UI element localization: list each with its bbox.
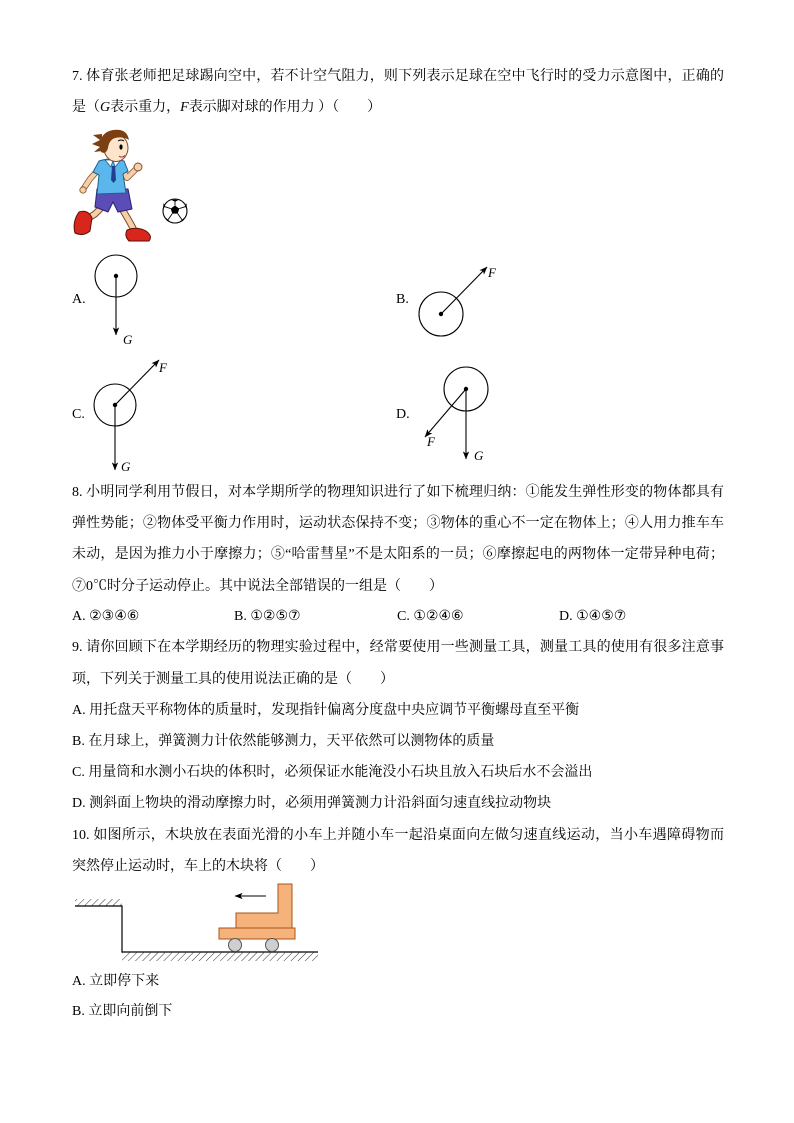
force-label: F (427, 434, 435, 449)
q8-stem-line-1: 8. 小明同学利用节假日，对本学期所学的物理知识进行了如下梳理归纳：①能发生弹性形变的物体都具有 (72, 485, 724, 500)
force-label: F (159, 360, 167, 375)
force-diagram-c (88, 350, 174, 476)
q8-stem-line-4: ⑦0℃时分子运动停止。其中说法全部错误的一组是（ ） (72, 579, 443, 594)
fist (134, 163, 142, 171)
force-label: F (488, 265, 496, 280)
ledge-hatching (75, 899, 122, 906)
back-hand (80, 187, 86, 193)
force-diagram-a (88, 250, 144, 350)
cart-and-block-figure (70, 878, 324, 966)
cart-wheel (266, 939, 279, 952)
q8-stem-line-3: 未动，是因为推力小于摩擦力；⑤“哈雷彗星”不是太阳系的一员；⑥摩擦起电的两物体一定带异种电荷； (72, 547, 724, 562)
cart-body (219, 928, 295, 939)
floor-hatching (122, 952, 318, 961)
force-diagram-d (416, 362, 496, 466)
symbol-f: F (180, 100, 189, 115)
q9-option-d: D. 测斜面上物块的滑动摩擦力时，必须用弹簧测力计沿斜面匀速直线拉动物块 (72, 796, 552, 811)
cart-wheel (229, 939, 242, 952)
q8-option-a: A. ②③④⑥ (72, 609, 140, 624)
eye (119, 144, 122, 149)
q10-stem-line-1: 10. 如图所示，木块放在表面光滑的小车上并随小车一起沿桌面向左做匀速直线运动，当小车遇障碍物而 (72, 828, 724, 843)
q9-option-a: A. 用托盘天平称物体的质量时，发现指针偏离分度盘中央应调节平衡螺母直至平衡 (72, 703, 580, 718)
q7-option-c-label: C. (72, 407, 85, 422)
q9-stem-line-2: 项，下列关于测量工具的使用说法正确的是（ ） (72, 672, 394, 687)
q7-stem-line-1: 7. 体育张老师把足球踢向空中，若不计空气阻力，则下列表示足球在空中飞行时的受力示意图中，正确的 (72, 69, 724, 84)
kid-kicking-ball-illustration (70, 126, 196, 244)
q8-option-c: C. ①②④⑥ (397, 609, 464, 624)
q9-stem-line-1: 9. 请你回顾下在本学期经历的物理实验过程中，经常要使用一些测量工具，测量工具的使用有很多注意事 (72, 640, 724, 655)
q7-stem-text: 是（ (72, 100, 100, 115)
q10-option-a: A. 立即停下来 (72, 974, 160, 989)
wooden-block (236, 884, 292, 928)
q8-option-b: B. ①②⑤⑦ (234, 609, 301, 624)
q7-option-a-label: A. (72, 292, 86, 307)
gravity-label: G (474, 448, 484, 463)
symbol-g: G (100, 100, 111, 115)
q8-option-d: D. ①④⑤⑦ (559, 609, 627, 624)
q8-stem-line-2: 弹性势能；②物体受平衡力作用时，运动状态保持不变；③物体的重心不一定在物体上；④人用力推车车 (72, 516, 724, 531)
force-diagram-b (412, 256, 504, 340)
soccer-ball (163, 199, 187, 223)
q7-option-b-label: B. (396, 292, 409, 307)
gravity-label: G (123, 332, 133, 347)
q9-option-b: B. 在月球上，弹簧测力计依然能够测力，天平依然可以测物体的质量 (72, 734, 495, 749)
hair-tufts (92, 134, 102, 152)
q10-stem-line-2: 突然停止运动时，车上的木块将（ ） (72, 859, 324, 874)
q7-stem-text: 表示重力， (110, 100, 181, 115)
q7-stem-text: 表示脚对球的作用力 ）（ ） (188, 100, 382, 115)
q7-option-d-label: D. (396, 407, 410, 422)
front-shoe (126, 228, 151, 241)
back-shoe (74, 211, 92, 234)
q9-option-c: C. 用量筒和水测小石块的体积时，必须保证水能淹没小石块且放入石块后水不会溢出 (72, 765, 593, 780)
gravity-label: G (121, 459, 131, 474)
kick-force-arrow (115, 360, 159, 405)
q10-option-b: B. 立即向前倒下 (72, 1004, 173, 1019)
kick-force-arrow (441, 267, 487, 314)
q7-stem-line-2 (72, 98, 381, 118)
